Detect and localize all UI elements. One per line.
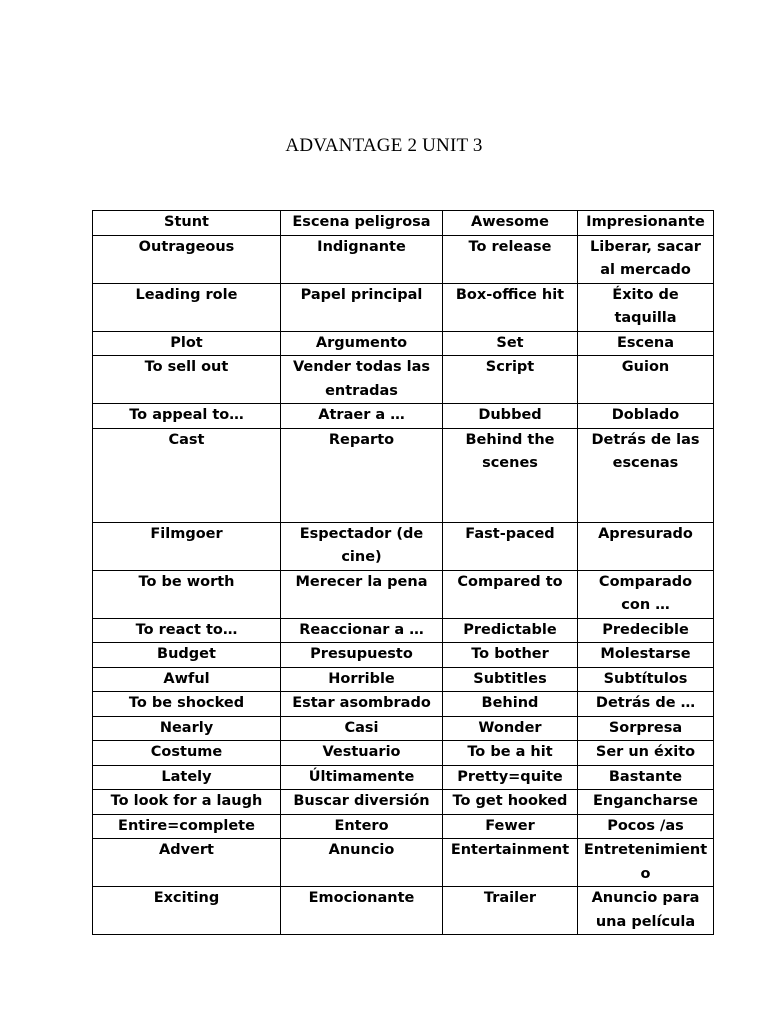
english-term: Nearly — [93, 716, 281, 741]
table-row — [93, 618, 714, 643]
english-term: Exciting — [93, 887, 281, 935]
table-row — [93, 765, 714, 790]
english-term: To get hooked — [443, 790, 578, 815]
spanish-translation: Éxito de taquilla — [578, 283, 714, 331]
table-row — [93, 522, 714, 570]
english-term: Budget — [93, 643, 281, 668]
spanish-translation: Anuncio — [281, 839, 443, 887]
table-row — [93, 283, 714, 331]
table-row — [93, 570, 714, 618]
spanish-translation: Guion — [578, 356, 714, 404]
english-term: Fast-paced — [443, 522, 578, 570]
english-term: Fewer — [443, 814, 578, 839]
english-term: Awful — [93, 667, 281, 692]
english-term: Script — [443, 356, 578, 404]
english-term: To be shocked — [93, 692, 281, 717]
table-row — [93, 692, 714, 717]
table-row — [93, 667, 714, 692]
table-row — [93, 643, 714, 668]
table-row — [93, 790, 714, 815]
english-term: Dubbed — [443, 404, 578, 429]
spanish-translation: Doblado — [578, 404, 714, 429]
spanish-translation: Detrás de las escenas — [578, 428, 714, 522]
english-term: Costume — [93, 741, 281, 766]
spanish-translation: Emocionante — [281, 887, 443, 935]
english-term: Lately — [93, 765, 281, 790]
english-term: Entertainment — [443, 839, 578, 887]
english-term: To react to… — [93, 618, 281, 643]
table-row — [93, 839, 714, 887]
english-term: To be a hit — [443, 741, 578, 766]
english-term: Predictable — [443, 618, 578, 643]
spanish-translation: Liberar, sacar al mercado — [578, 235, 714, 283]
spanish-translation: Escena peligrosa — [281, 211, 443, 236]
english-term: To sell out — [93, 356, 281, 404]
spanish-translation: Engancharse — [578, 790, 714, 815]
english-term: Cast — [93, 428, 281, 522]
table-row — [93, 331, 714, 356]
spanish-translation: Reaccionar a … — [281, 618, 443, 643]
spanish-translation: Impresionante — [578, 211, 714, 236]
spanish-translation: Detrás de … — [578, 692, 714, 717]
spanish-translation: Comparado con … — [578, 570, 714, 618]
english-term: Set — [443, 331, 578, 356]
english-term: Filmgoer — [93, 522, 281, 570]
table-row — [93, 211, 714, 236]
english-term: Compared to — [443, 570, 578, 618]
table-row — [93, 428, 714, 522]
table-row — [93, 716, 714, 741]
page-title: ADVANTAGE 2 UNIT 3 — [285, 135, 483, 156]
spanish-translation: Indignante — [281, 235, 443, 283]
spanish-translation: Reparto — [281, 428, 443, 522]
spanish-translation: Anuncio para una película — [578, 887, 714, 935]
table-row — [93, 814, 714, 839]
spanish-translation: Entero — [281, 814, 443, 839]
spanish-translation: Sorpresa — [578, 716, 714, 741]
english-term: To be worth — [93, 570, 281, 618]
english-term: Box-office hit — [443, 283, 578, 331]
table-row — [93, 404, 714, 429]
spanish-translation: Casi — [281, 716, 443, 741]
english-term: Pretty=quite — [443, 765, 578, 790]
spanish-translation: Estar asombrado — [281, 692, 443, 717]
english-term: Wonder — [443, 716, 578, 741]
spanish-translation: Espectador (de cine) — [281, 522, 443, 570]
spanish-translation: Buscar diversión — [281, 790, 443, 815]
spanish-translation: Entretenimiento — [578, 839, 714, 887]
english-term: To appeal to… — [93, 404, 281, 429]
table-row — [93, 741, 714, 766]
spanish-translation: Bastante — [578, 765, 714, 790]
spanish-translation: Pocos /as — [578, 814, 714, 839]
spanish-translation: Predecible — [578, 618, 714, 643]
english-term: Plot — [93, 331, 281, 356]
spanish-translation: Vestuario — [281, 741, 443, 766]
english-term: Entire=complete — [93, 814, 281, 839]
table-row — [93, 235, 714, 283]
spanish-translation: Últimamente — [281, 765, 443, 790]
spanish-translation: Argumento — [281, 331, 443, 356]
english-term: To bother — [443, 643, 578, 668]
spanish-translation: Ser un éxito — [578, 741, 714, 766]
spanish-translation: Horrible — [281, 667, 443, 692]
english-term: Awesome — [443, 211, 578, 236]
english-term: To look for a laugh — [93, 790, 281, 815]
english-term: Behind — [443, 692, 578, 717]
english-term: Outrageous — [93, 235, 281, 283]
table-row — [93, 887, 714, 935]
english-term: Behind the scenes — [443, 428, 578, 522]
english-term: Advert — [93, 839, 281, 887]
spanish-translation: Molestarse — [578, 643, 714, 668]
spanish-translation: Subtítulos — [578, 667, 714, 692]
vocabulary-table — [92, 210, 714, 935]
spanish-translation: Papel principal — [281, 283, 443, 331]
english-term: Subtitles — [443, 667, 578, 692]
spanish-translation: Escena — [578, 331, 714, 356]
spanish-translation: Apresurado — [578, 522, 714, 570]
english-term: Trailer — [443, 887, 578, 935]
english-term: Stunt — [93, 211, 281, 236]
spanish-translation: Vender todas las entradas — [281, 356, 443, 404]
spanish-translation: Atraer a … — [281, 404, 443, 429]
spanish-translation: Merecer la pena — [281, 570, 443, 618]
english-term: To release — [443, 235, 578, 283]
english-term: Leading role — [93, 283, 281, 331]
spanish-translation: Presupuesto — [281, 643, 443, 668]
table-row — [93, 356, 714, 404]
